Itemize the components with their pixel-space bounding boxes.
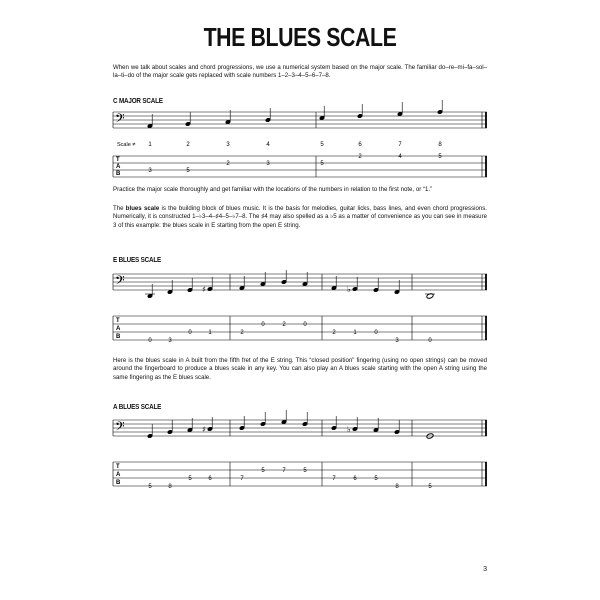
tab-fret-number: 5 xyxy=(261,468,265,474)
tab-fret-number: 5 xyxy=(303,468,307,474)
tab-fret-number: 7 xyxy=(282,468,286,474)
tab-fret-number: 0 xyxy=(428,338,432,344)
c-major-notation xyxy=(0,108,600,180)
scale-degree: 1 xyxy=(148,142,152,148)
scale-prefix: Scale ≠ xyxy=(117,142,136,148)
tab-fret-number: 1 xyxy=(208,330,212,336)
tab-fret-number: 5 xyxy=(148,484,152,490)
tab-fret-number: 0 xyxy=(148,338,152,344)
tab-fret-number: 3 xyxy=(395,338,399,344)
bass-clef-icon: 𝄢 xyxy=(115,419,125,437)
tab-fret-number: 4 xyxy=(398,154,402,160)
svg-text:B: B xyxy=(116,334,121,340)
e-blues-tab xyxy=(148,322,432,344)
svg-text:T: T xyxy=(116,464,120,470)
tab-fret-number: 8 xyxy=(168,484,172,490)
svg-text:A: A xyxy=(116,164,121,170)
tab-fret-number: 0 xyxy=(374,330,378,336)
tab-fret-number: 6 xyxy=(353,476,357,482)
tab-fret-number: 5 xyxy=(374,476,378,482)
tab-fret-number: 1 xyxy=(353,330,357,336)
tab-fret-number: 2 xyxy=(332,330,336,336)
tab-fret-number: 0 xyxy=(303,322,307,328)
c-major-scale-degrees xyxy=(148,142,442,148)
tab-fret-number: 0 xyxy=(261,322,265,328)
tab-fret-number: 7 xyxy=(240,476,244,482)
tab-fret-number: 6 xyxy=(208,476,212,482)
tab-fret-number: 2 xyxy=(282,322,286,328)
section-label-e-blues: E BLUES SCALE xyxy=(113,257,162,264)
scale-degree: 7 xyxy=(398,142,402,148)
tab-fret-number: 5 xyxy=(320,161,324,167)
intro-paragraph: When we talk about scales and chord progressions, we use a numerical system based on the major scale. The familiar do–re–mi–fa–sol–la–ti–do of the major scale gets replaced with scale numbers 1–2–3–4–5–6–7–8. xyxy=(113,64,487,80)
practice-paragraph: Practice the major scale thoroughly and get familiar with the locations of the numbers in relation to the first note, or “1.” xyxy=(113,186,433,193)
section-label-a-blues: A BLUES SCALE xyxy=(113,404,162,411)
svg-text:T: T xyxy=(116,318,120,324)
section-label-c-major: C MAJOR SCALE xyxy=(113,98,163,105)
a-blues-tab xyxy=(148,468,432,490)
svg-text:T: T xyxy=(116,157,120,163)
tab-fret-number: 5 xyxy=(438,154,442,160)
sharp-icon: ♯ xyxy=(202,285,206,294)
tab-fret-number: 3 xyxy=(266,161,270,167)
e-blues-notation xyxy=(0,268,600,348)
scale-degree: 5 xyxy=(320,142,324,148)
a-blues-noteheads xyxy=(147,410,434,439)
sharp-icon: ♯ xyxy=(202,425,206,434)
tab-fret-number: 0 xyxy=(188,330,192,336)
tab-fret-number: 5 xyxy=(188,476,192,482)
page-title: THE BLUES SCALE xyxy=(203,22,397,52)
flat-icon: ♭ xyxy=(347,285,351,294)
svg-text:B: B xyxy=(116,171,121,177)
scale-degree: 6 xyxy=(358,142,362,148)
bass-clef-icon: 𝄢 xyxy=(115,273,125,291)
scale-degree: 8 xyxy=(438,142,442,148)
tab-fret-number: 2 xyxy=(240,330,244,336)
scale-degree: 4 xyxy=(266,142,270,148)
flat-icon: ♭ xyxy=(347,425,351,434)
svg-text:A: A xyxy=(116,326,121,332)
tab-fret-number: 2 xyxy=(226,161,230,167)
a-blues-notation xyxy=(0,414,600,494)
tab-fret-number: 7 xyxy=(332,476,336,482)
tab-fret-number: 3 xyxy=(168,338,172,344)
e-blues-noteheads xyxy=(145,270,435,299)
bass-clef-icon: 𝄢 xyxy=(115,111,125,129)
svg-text:A: A xyxy=(116,472,121,478)
a-blues-intro-paragraph: Here is the blues scale in A built from the fifth fret of the E string. This “closed position” fingering (using no open strings) can be moved around the fingerboard to produce a blues scale in any key. You can also play an A blues scale starting with the open A string using the same fingering as the E blues scale. xyxy=(113,357,487,381)
tab-fret-number: 5 xyxy=(428,484,432,490)
scale-degree: 2 xyxy=(186,142,190,148)
c-major-tab xyxy=(148,154,442,174)
tab-fret-number: 8 xyxy=(395,484,399,490)
blues-scale-paragraph: The blues scale is the building block of blues music. It is the basis for melodies, guitar licks, bass lines, and even chord progressions. Numerically, it is constructed 1–♭3–4–♯4–5–♭7–8. The ♯4 may also spelled as a ♭5 as a matter of convenience as you can see in measure 3 of this example: the blues scale in E starting from the open E string. xyxy=(113,205,487,229)
tab-fret-number: 2 xyxy=(358,154,362,160)
page-number: 3 xyxy=(483,566,487,573)
tab-fret-number: 3 xyxy=(148,168,152,174)
scale-degree: 3 xyxy=(226,142,230,148)
tab-fret-number: 5 xyxy=(186,168,190,174)
svg-text:B: B xyxy=(116,480,121,486)
